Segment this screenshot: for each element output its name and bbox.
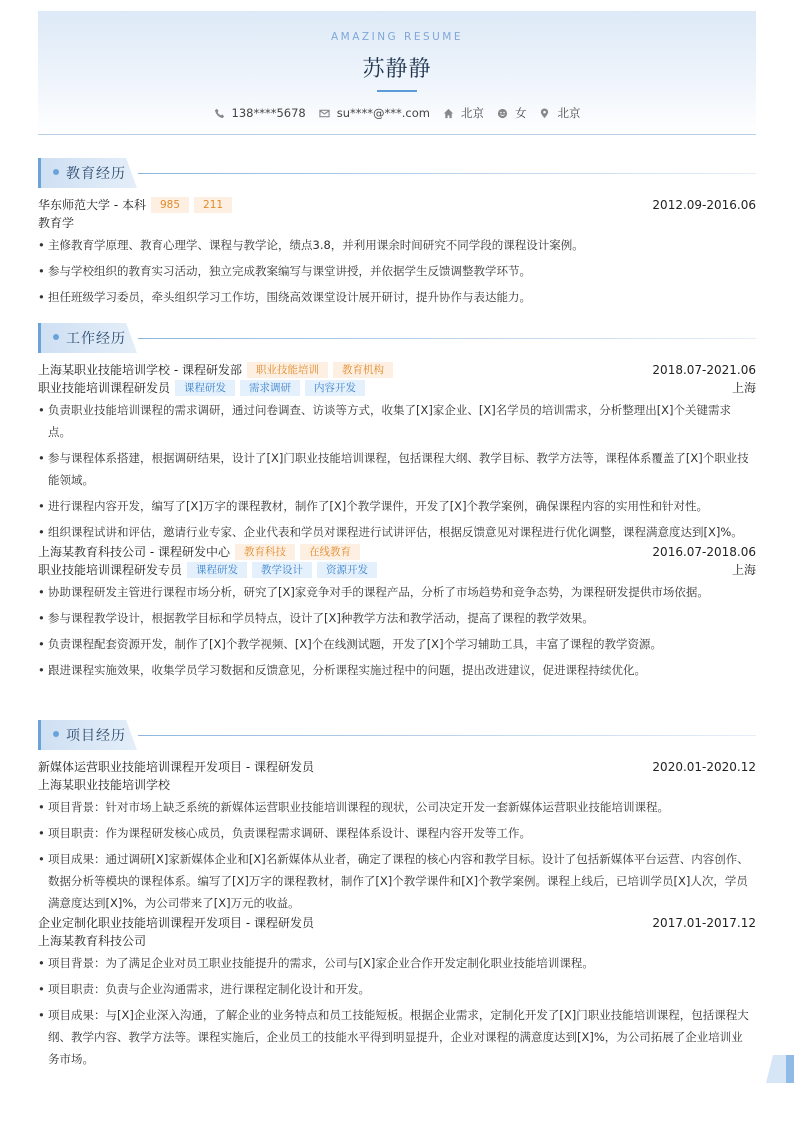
- bullet-list: [38, 952, 756, 1070]
- role-row: [38, 561, 756, 579]
- list-item: • 担任班级学习委员，牵头组织学习工作坊，围绕高效课堂设计展开研讨，提升协作与表达能力。: [38, 286, 756, 308]
- role-tag: 教学设计: [252, 562, 312, 578]
- school-name: 华东师范大学 - 本科: [38, 198, 146, 212]
- role-tag: 课程研发: [175, 380, 235, 396]
- entry-heading: [38, 361, 756, 379]
- role-tag: 内容开发: [305, 380, 365, 396]
- gender-text: 女: [514, 106, 527, 120]
- section-divider: [138, 338, 756, 339]
- company-tag: 职业技能培训: [247, 362, 328, 378]
- list-item: • 项目职责：负责与企业沟通需求，进行课程定制化设计和开发。: [38, 978, 756, 1000]
- work-location: 上海: [731, 381, 756, 395]
- bullet-list: [38, 234, 756, 308]
- list-item: • 组织课程试讲和评估，邀请行业专家、企业代表和学员对课程进行试讲评估，根据反馈意见对课程进行优化调整，课程满意度达到[X]%。: [38, 521, 756, 543]
- entry-heading: [38, 758, 756, 776]
- hometown-text: 北京: [460, 106, 484, 120]
- section-dot: [53, 334, 59, 340]
- work-location: 上海: [731, 563, 756, 577]
- list-item: • 负责课程配套资源开发，制作了[X]个教学视频、[X]个在线测试题，开发了[X]个学习辅助工具，丰富了课程的教学资源。: [38, 633, 756, 655]
- role-row: [38, 379, 756, 397]
- section-dot: [53, 169, 59, 175]
- section-dot: [53, 731, 59, 737]
- role-tag: 资源开发: [317, 562, 377, 578]
- section-title: 项目经历: [66, 728, 126, 744]
- resume-page: [38, 11, 756, 1066]
- gender-icon: [497, 108, 508, 119]
- name-underline: [377, 90, 417, 92]
- brand-label: AMAZING RESUME: [330, 31, 464, 43]
- location-text: 北京: [557, 106, 581, 120]
- bullet-list: [38, 796, 756, 914]
- corner-decoration: [766, 1055, 794, 1083]
- education-section: [38, 158, 756, 312]
- school-tag: 985: [151, 197, 189, 213]
- entry-date: 2016.07-2018.06: [652, 545, 756, 559]
- projects-section: [38, 720, 756, 1074]
- company-name: 上海某职业技能培训学校 - 课程研发部: [38, 363, 242, 377]
- contact-location: [539, 105, 580, 121]
- list-item: • 参与学校组织的教育实习活动，独立完成教案编写与课堂讲授，并依据学生反馈调整教学环节。: [38, 260, 756, 282]
- list-item: • 负责职业技能培训课程的需求调研，通过问卷调查、访谈等方式，收集了[X]家企业、[X]名学员的培训需求，分析整理出[X]个关键需求点。: [38, 399, 756, 443]
- list-item: • 项目职责：作为课程研发核心成员，负责课程需求调研、课程体系设计、课程内容开发等工作。: [38, 822, 756, 844]
- section-title: 教育经历: [66, 166, 126, 182]
- work-entry: [38, 543, 756, 681]
- mail-icon: [319, 108, 330, 119]
- phone-text: 138****5678: [231, 106, 306, 120]
- work-entry: [38, 361, 756, 543]
- work-section: [38, 323, 756, 685]
- role-tag: 需求调研: [240, 380, 300, 396]
- list-item: • 项目成果：与[X]企业深入沟通，了解企业的业务特点和员工技能短板。根据企业需求，定制化开发了[X]门职业技能培训课程，包括课程大纲、教学内容、教学方法等。课程实施后，企业员工的技能水平得到明显提升，企业对课程的满意度达到[X]%，为公司拓展了企业培训业务市场。: [38, 1004, 756, 1070]
- project-org: 上海某职业技能培训学校: [38, 778, 171, 792]
- contact-email: [319, 105, 430, 121]
- list-item: • 项目背景：针对市场上缺乏系统的新媒体运营职业技能培训课程的现状，公司决定开发一套新媒体运营职业技能培训课程。: [38, 796, 756, 818]
- work-header: [38, 323, 756, 353]
- candidate-name: 苏静静: [362, 57, 432, 82]
- entry-date: 2020.01-2020.12: [652, 760, 756, 774]
- project-entry: [38, 914, 756, 1070]
- list-item: • 主修教育学原理、教育心理学、课程与教学论，绩点3.8，并利用课余时间研究不同学段的课程设计案例。: [38, 234, 756, 256]
- contact-bar: [38, 105, 756, 121]
- school-tag: 211: [194, 197, 232, 213]
- list-item: • 参与课程体系搭建，根据调研结果，设计了[X]门职业技能培训课程，包括课程大纲、教学目标、教学方法等，课程体系覆盖了[X]个职业技能领域。: [38, 447, 756, 491]
- list-item: • 跟进课程实施效果，收集学员学习数据和反馈意见，分析课程实施过程中的问题，提出改进建议，促进课程持续优化。: [38, 659, 756, 681]
- section-divider: [138, 173, 756, 174]
- project-entry: [38, 758, 756, 914]
- education-header: [38, 158, 756, 188]
- bullet-list: [38, 399, 756, 543]
- project-name: 企业定制化职业技能培训课程开发项目 - 课程研发员: [38, 916, 314, 930]
- education-entry: [38, 196, 756, 308]
- projects-header: [38, 720, 756, 750]
- location-icon: [539, 108, 550, 119]
- company-tag: 教育科技: [235, 544, 295, 560]
- role-name: 职业技能培训课程研发专员: [38, 563, 183, 577]
- entry-date: 2018.07-2021.06: [652, 363, 756, 377]
- entry-date: 2017.01-2017.12: [652, 916, 756, 930]
- list-item: • 进行课程内容开发，编写了[X]万字的课程教材，制作了[X]个教学课件，开发了[X]个教学案例，确保课程内容的实用性和针对性。: [38, 495, 756, 517]
- home-icon: [443, 108, 454, 119]
- contact-home: [443, 105, 484, 121]
- email-text: su****@***.com: [336, 106, 430, 120]
- role-tag: 课程研发: [187, 562, 247, 578]
- entry-date: 2012.09-2016.06: [652, 198, 756, 212]
- contact-gender: [497, 105, 527, 121]
- section-title: 工作经历: [66, 331, 126, 347]
- entry-heading: [38, 196, 756, 214]
- contact-phone: [214, 105, 306, 121]
- major: 教育学: [38, 216, 75, 230]
- company-name: 上海某教育科技公司 - 课程研发中心: [38, 545, 230, 559]
- list-item: • 项目成果：通过调研[X]家新媒体企业和[X]名新媒体从业者，确定了课程的核心内容和教学目标。设计了包括新媒体平台运营、内容创作、数据分析等模块的课程体系。编写了[X]万字的课程教材，制作了[X]个教学课件和[X]个教学案例。课程上线后，已培训学员[X]人次，学员满意度达到[X]%，为公司带来了[X]万元的收益。: [38, 848, 756, 914]
- entry-heading: [38, 914, 756, 932]
- phone-icon: [214, 108, 225, 119]
- list-item: • 协助课程研发主管进行课程市场分析，研究了[X]家竞争对手的课程产品，分析了市场趋势和竞争态势，为课程研发提供市场依据。: [38, 581, 756, 603]
- bullet-list: [38, 581, 756, 681]
- list-item: • 项目背景：为了满足企业对员工职业技能提升的需求，公司与[X]家企业合作开发定制化职业技能培训课程。: [38, 952, 756, 974]
- company-tag: 教育机构: [333, 362, 393, 378]
- project-org: 上海某教育科技公司: [38, 934, 147, 948]
- project-name: 新媒体运营职业技能培训课程开发项目 - 课程研发员: [38, 760, 314, 774]
- section-divider: [138, 735, 756, 736]
- resume-header: [38, 11, 756, 135]
- entry-heading: [38, 543, 756, 561]
- list-item: • 参与课程教学设计，根据教学目标和学员特点，设计了[X]种教学方法和教学活动，提高了课程的教学效果。: [38, 607, 756, 629]
- role-name: 职业技能培训课程研发员: [38, 381, 171, 395]
- company-tag: 在线教育: [300, 544, 360, 560]
